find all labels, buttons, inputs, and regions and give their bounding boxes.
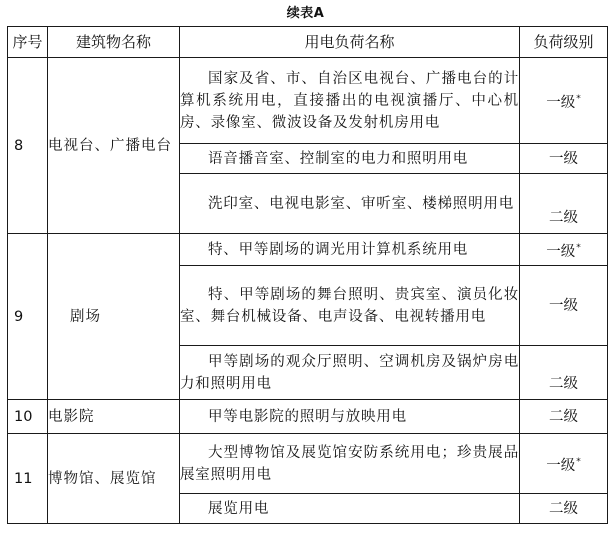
serial-no-cell: 9 [8,234,48,400]
load-level-cell [520,58,608,144]
load-level-cell: 二级 [520,400,608,434]
header-load-name: 用电负荷名称 [180,27,520,58]
load-name-cell: 大型博物馆及展览馆安防系统用电；珍贵展品展室照明用电 [180,434,520,494]
footnote-star: * [576,456,581,467]
load-name-cell: 甲等电影院的照明与放映用电 [180,400,520,434]
load-name-cell: 语音播音室、控制室的电力和照明用电 [180,144,520,174]
load-level-cell: 一级 [520,144,608,174]
table-row [8,234,608,266]
table-row [8,58,608,144]
header-load-level: 负荷级别 [520,27,608,58]
header-serial-no: 序号 [8,27,48,58]
serial-no-cell: 8 [8,58,48,234]
load-classification-table [7,26,608,524]
load-level-cell: 二级 [520,346,608,400]
load-level-cell: 二级 [520,174,608,234]
table-row [8,434,608,494]
table-caption: 续表A [286,6,325,21]
footnote-star: * [576,93,581,104]
load-level-cell [520,434,608,494]
load-name-cell: 甲等剧场的观众厅照明、空调机房及锅炉房电力和照明用电 [180,346,520,400]
load-name-cell: 国家及省、市、自治区电视台、广播电台的计算机系统用电，直接播出的电视演播厅、中心机房、录像室、微波设备及发射机房用电 [180,58,520,144]
serial-no-cell: 10 [8,400,48,434]
building-name-cell: 电视台、广播电台 [48,58,180,234]
load-level-text: 一级 [546,457,576,474]
load-level-cell: 二级 [520,494,608,524]
building-name-cell: 剧场 [48,234,180,400]
table-row [8,400,608,434]
load-name-cell: 特、甲等剧场的舞台照明、贵宾室、演员化妆室、舞台机械设备、电声设备、电视转播用电 [180,266,520,346]
footnote-star: * [576,242,581,253]
load-level-text: 一级 [546,243,576,260]
building-name-cell: 博物馆、展览馆 [48,434,180,524]
load-level-cell [520,234,608,266]
load-name-cell: 展览用电 [180,494,520,524]
table-header-row [8,27,608,58]
building-name-cell: 电影院 [48,400,180,434]
load-name-cell: 特、甲等剧场的调光用计算机系统用电 [180,234,520,266]
header-building-name: 建筑物名称 [48,27,180,58]
load-level-cell: 一级 [520,266,608,346]
load-level-text: 一级 [546,94,576,111]
serial-no-cell: 11 [8,434,48,524]
load-name-cell: 洗印室、电视电影室、审听室、楼梯照明用电 [180,174,520,234]
